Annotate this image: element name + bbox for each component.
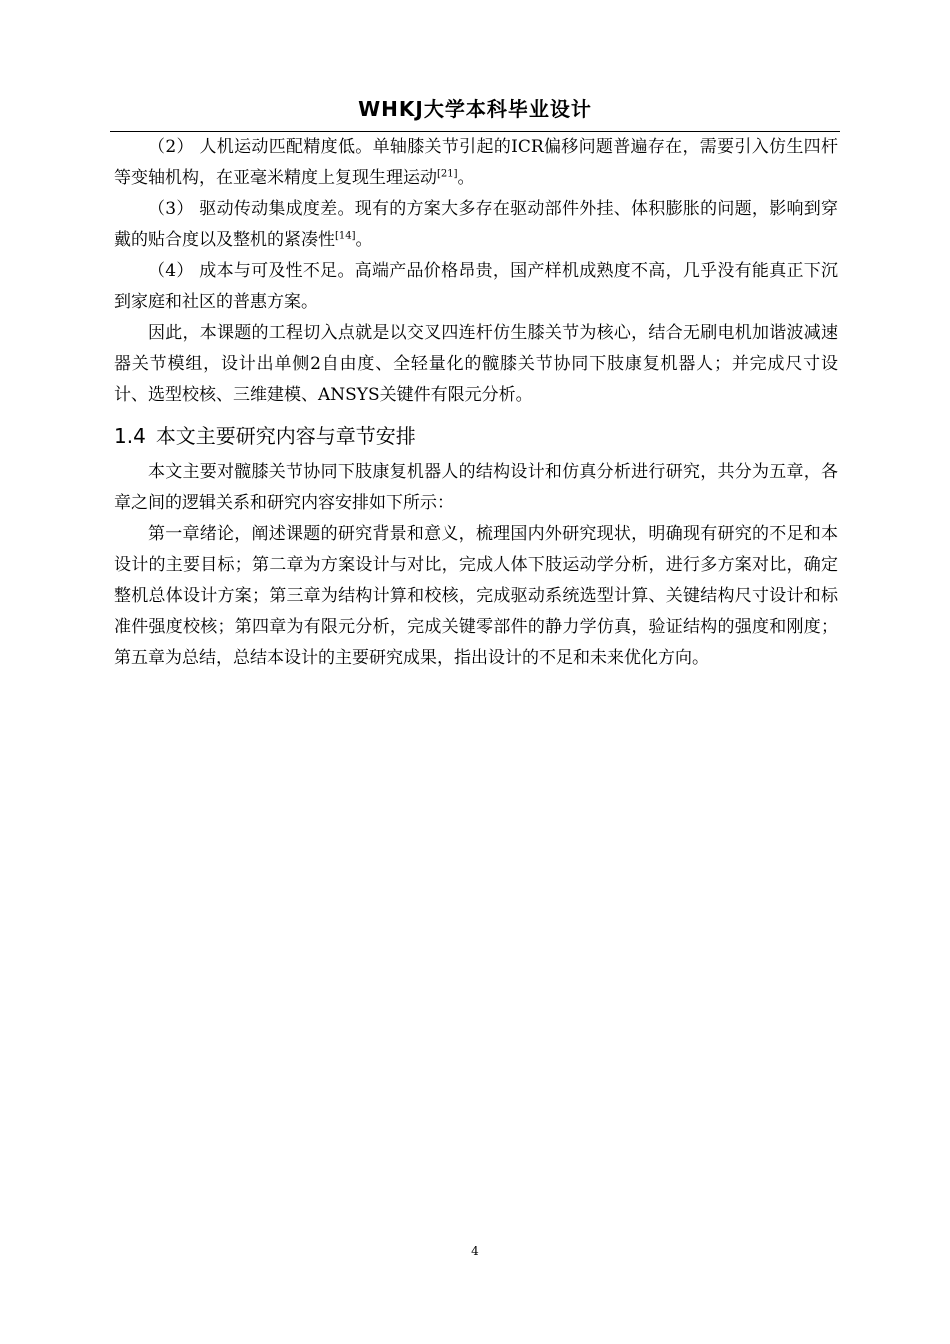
body-text [114, 132, 838, 674]
paragraph-chapters: 第一章绪论，阐述课题的研究背景和意义，梳理国内外研究现状，明确现有研究的不足和本设计的主要目标；第二章为方案设计与对比，完成人体下肢运动学分析，进行多方案对比，确定整机总体设计方案；第三章为结构计算和校核，完成驱动系统选型计算、关键结构尺寸设计和标准件强度校核；第四章为有限元分析，完成关键零部件的静力学仿真，验证结构的强度和刚度；第五章为总结，总结本设计的主要研究成果，指出设计的不足和未来优化方向。 [114, 524, 838, 668]
paragraph-issue-4: （4） 成本与可及性不足。高端产品价格昂贵，国产样机成熟度不高，几乎没有能真正下沉到家庭和社区的普惠方案。 [114, 261, 838, 312]
section-heading [114, 417, 838, 455]
paragraph-issue-3-text: （3） 驱动传动集成度差。现有的方案大多存在驱动部件外挂、体积膨胀的问题，影响到穿戴的贴合度以及整机的紧凑性 [114, 199, 838, 250]
paragraph-conclusion: 因此，本课题的工程切入点就是以交叉四连杆仿生膝关节为核心，结合无刷电机加谐波减速器关节模组，设计出单侧2自由度、全轻量化的髋膝关节协同下肢康复机器人；并完成尺寸设计、选型校核、三维建模、ANSYS关键件有限元分析。 [114, 323, 838, 405]
page-header-title: WHKJ大学本科毕业设计 [358, 97, 592, 121]
paragraph-issue-2-text: （2） 人机运动匹配精度低。单轴膝关节引起的ICR偏移问题普遍存在，需要引入仿生四杆等变轴机构，在亚毫米精度上复现生理运动 [114, 137, 838, 188]
paragraph-overview: 本文主要对髋膝关节协同下肢康复机器人的结构设计和仿真分析进行研究，共分为五章，各章之间的逻辑关系和研究内容安排如下所示： [114, 462, 838, 513]
citation-21: [21] [437, 168, 458, 180]
section-title: 本文主要研究内容与章节安排 [155, 424, 416, 448]
paragraph-issue-3-end: 。 [355, 230, 373, 250]
page-number: 4 [471, 1244, 479, 1258]
section-number: 1.4 [114, 424, 146, 448]
paragraph-issue-2 [114, 132, 838, 194]
citation-14: [14] [335, 230, 356, 242]
paragraph-issue-3 [114, 194, 838, 256]
paragraph-issue-2-end: 。 [457, 168, 475, 188]
